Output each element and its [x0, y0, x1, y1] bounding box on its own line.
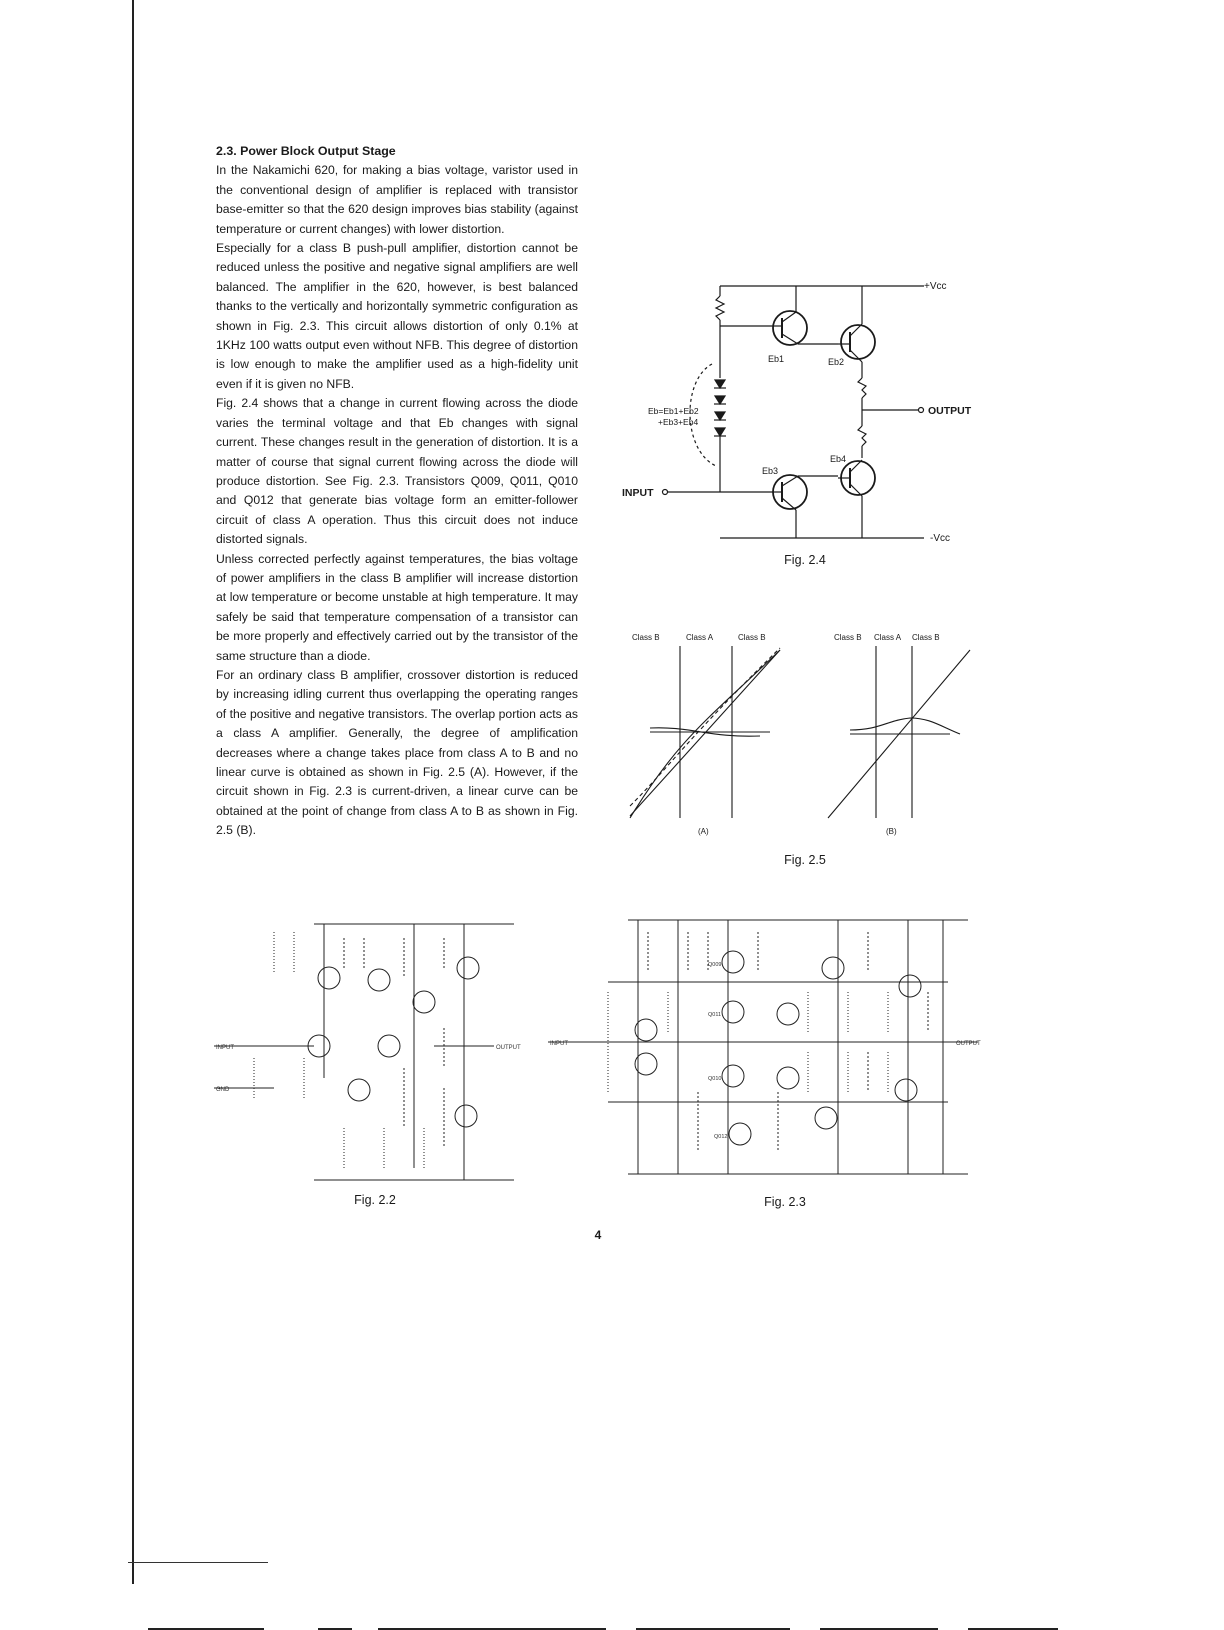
- paragraph-5: For an ordinary class B amplifier, crossover distortion is reduced by increasing idling current thus overlapping the operating ranges of the positive and negative transistors. The overlap portion acts as a class A amplifier. Generally, the degree of amplification decreases where a change takes place from class A to B and no linear curve is obtained as shown in Fig. 2.5 (A). However, if the circuit shown in Fig. 2.3 is current-driven, a linear curve can be obtained at the point of change from class A to B as shown in Fig. 2.5 (B).: [216, 667, 578, 838]
- fig-2-2-caption: Fig. 2.2: [354, 1193, 396, 1207]
- transistor-1: [318, 967, 340, 989]
- transistor-q010: [722, 1065, 744, 1087]
- transistor-bias-2: [777, 1067, 799, 1089]
- a-class-b-right-label: Class B: [738, 633, 766, 642]
- transistor-7: [348, 1079, 370, 1101]
- fig-2-4-caption: Fig. 2.4: [784, 553, 826, 567]
- vcc-pos-label: +Vcc: [924, 281, 947, 292]
- binding-edge-line: [132, 0, 134, 1584]
- fig-2-3-schematic: [548, 912, 988, 1187]
- input-label: INPUT: [622, 487, 654, 499]
- eb4-label: Eb4: [830, 454, 847, 464]
- fig-2-2-schematic: [214, 918, 544, 1188]
- transistor-output-2: [895, 1079, 917, 1101]
- input-label: INPUT: [550, 1041, 568, 1047]
- eb-equation-line1: Eb=Eb1+Eb2: [648, 406, 699, 416]
- eb1-label: Eb1: [768, 354, 785, 364]
- page-number: 4: [594, 1228, 602, 1242]
- q009-label: Q009: [708, 962, 722, 968]
- diode-stack: [714, 380, 726, 436]
- paragraph-4: Unless corrected perfectly against temperatures, the bias voltage of power amplifiers in the class B amplifier will increase distortion at low temperature or become unstable at high temperature. It may safely be said that temperature compensation of a transistor can be more properly and effectively carried out by the transistor of the same structure than a diode.: [216, 551, 578, 663]
- transistor-3: [457, 957, 479, 979]
- transistor-8: [455, 1105, 477, 1127]
- eb2-label: Eb2: [828, 357, 845, 367]
- q011-label: Q011: [708, 1012, 722, 1018]
- fig-2-5-caption: Fig. 2.5: [784, 853, 826, 867]
- fig-2-3-caption: Fig. 2.3: [764, 1195, 806, 1209]
- transistor-q2: [841, 325, 875, 359]
- transistor-driver-2: [815, 1107, 837, 1129]
- section-heading: 2.3. Power Block Output Stage: [216, 144, 396, 158]
- q010-label: Q010: [708, 1076, 722, 1082]
- transistor-4: [413, 991, 435, 1013]
- curve-b: [828, 646, 970, 818]
- paragraph-2: Especially for a class B push-pull amplifier, distortion cannot be reduced unless the positive and negative signal amplifiers are well balanced. The amplifier in the 620, however, is best balanced thanks to the vertically and horizontally symmetric configuration as shown in Fig. 2.3. This circuit allows distortion of only 0.1% at 1KHz 100 watts output even without NFB. This degree of distortion is low enough to make the amplifier used as a high-fidelity unit even if it is given no NFB.: [216, 241, 578, 391]
- gnd-label: GND: [216, 1087, 230, 1093]
- b-class-a-label: Class A: [874, 633, 902, 642]
- transistor-bias-1: [777, 1003, 799, 1025]
- fig-2-4-diagram: [612, 270, 972, 560]
- transistor-2: [368, 969, 390, 991]
- eb3-label: Eb3: [762, 466, 779, 476]
- paragraph-1: In the Nakamichi 620, for making a bias voltage, varistor used in the conventional design of amplifier is replaced with transistor base-emitter so that the 620 design improves bias stability (against temperature or current changes) with lower distortion.: [216, 163, 578, 236]
- a-class-a-label: Class A: [686, 633, 714, 642]
- transistor-q009: [722, 951, 744, 973]
- transistor-6: [378, 1035, 400, 1057]
- bias-resistor: [716, 296, 724, 320]
- eb-equation-line2: +Eb3+Eb4: [658, 417, 699, 427]
- vcc-neg-label: -Vcc: [930, 533, 950, 544]
- transistor-driver-1: [822, 957, 844, 979]
- b-label: (B): [886, 827, 897, 836]
- fig-2-5-diagram: [620, 626, 980, 840]
- q012-label: Q012: [714, 1134, 728, 1140]
- article-column: [216, 142, 578, 841]
- a-class-b-left-label: Class B: [632, 633, 660, 642]
- transistor-output-1: [899, 975, 921, 997]
- output-label: OUTPUT: [496, 1045, 521, 1051]
- b-class-b-right-label: Class B: [912, 633, 940, 642]
- output-label: OUTPUT: [928, 405, 972, 417]
- curve-a: [630, 646, 780, 818]
- b-class-b-left-label: Class B: [834, 633, 862, 642]
- input-label: INPUT: [216, 1045, 234, 1051]
- transistor-q011: [722, 1001, 744, 1023]
- a-label: (A): [698, 827, 709, 836]
- paragraph-3: Fig. 2.4 shows that a change in current flowing across the diode varies the terminal voltage and that Eb changes with signal current. These changes result in the generation of distortion. It is a matter of course that signal current flowing across the diode will produce distortion. See Fig. 2.3. Transistors Q009, Q011, Q010 and Q012 that generate bias voltage form an emitter-follower circuit of class A operation. Thus this circuit does not induce distorted signals.: [216, 396, 578, 547]
- transistor-q012: [729, 1123, 751, 1145]
- output-label: OUTPUT: [956, 1041, 981, 1047]
- binding-foot-rule: [128, 1562, 268, 1563]
